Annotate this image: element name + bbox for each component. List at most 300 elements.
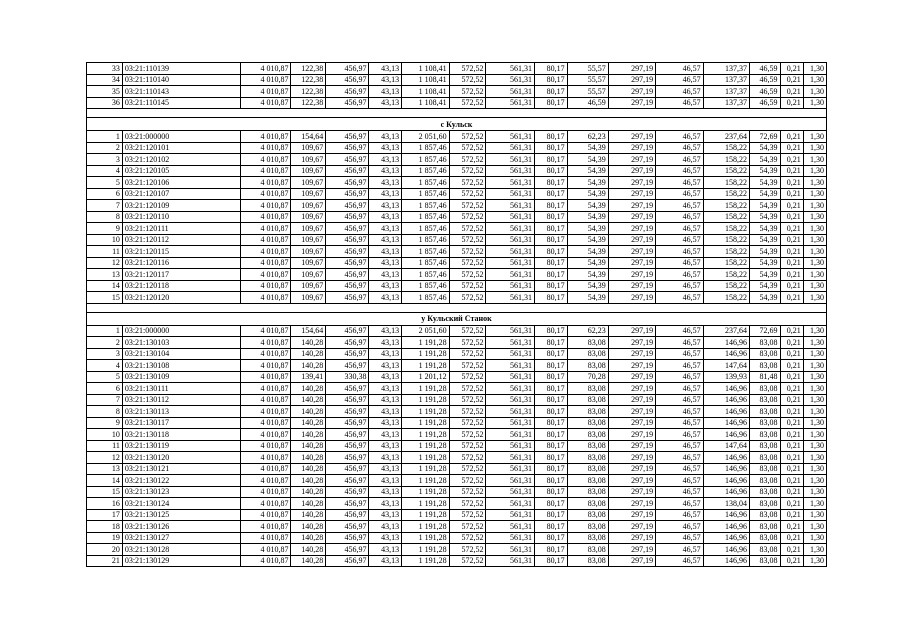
row-number-cell: 13: [87, 269, 123, 281]
value-cell: 80,17: [534, 383, 567, 395]
value-cell: 572,52: [449, 97, 486, 109]
value-cell: 1 108,41: [402, 86, 449, 98]
value-cell: 1 191,28: [402, 475, 449, 487]
value-cell: 561,31: [486, 154, 534, 166]
value-cell: 297,19: [608, 544, 655, 556]
table-row: [87, 86, 827, 98]
value-cell: 83,08: [567, 532, 608, 544]
value-cell: 83,08: [567, 360, 608, 372]
cadastral-number-cell: 03:21:120111: [122, 223, 240, 235]
value-cell: 4 010,87: [240, 131, 291, 143]
value-cell: 297,19: [608, 337, 655, 349]
value-cell: 1,30: [803, 280, 826, 292]
value-cell: 146,96: [703, 394, 749, 406]
value-cell: 297,19: [608, 234, 655, 246]
value-cell: 80,17: [534, 348, 567, 360]
row-number-cell: 17: [87, 509, 123, 521]
value-cell: 572,52: [449, 188, 486, 200]
value-cell: 80,17: [534, 463, 567, 475]
value-cell: 4 010,87: [240, 371, 291, 383]
value-cell: 140,28: [291, 417, 326, 429]
value-cell: 4 010,87: [240, 63, 291, 75]
value-cell: 0,21: [780, 440, 803, 452]
value-cell: 1 191,28: [402, 406, 449, 418]
value-cell: 297,19: [608, 177, 655, 189]
value-cell: 1,30: [803, 142, 826, 154]
value-cell: 46,57: [656, 521, 703, 533]
value-cell: 561,31: [486, 165, 534, 177]
table-row: [87, 74, 827, 86]
value-cell: 456,97: [326, 131, 369, 143]
value-cell: 83,08: [567, 429, 608, 441]
value-cell: 46,57: [656, 211, 703, 223]
value-cell: 561,31: [486, 440, 534, 452]
value-cell: 456,97: [326, 86, 369, 98]
value-cell: 80,17: [534, 165, 567, 177]
table-row: [87, 509, 827, 521]
value-cell: 83,08: [749, 521, 780, 533]
cadastral-number-cell: 03:21:130108: [122, 360, 240, 372]
value-cell: 46,57: [656, 257, 703, 269]
row-number-cell: 14: [87, 280, 123, 292]
row-number-cell: 12: [87, 452, 123, 464]
value-cell: 4 010,87: [240, 154, 291, 166]
value-cell: 297,19: [608, 509, 655, 521]
value-cell: 46,57: [656, 142, 703, 154]
value-cell: 456,97: [326, 234, 369, 246]
value-cell: 4 010,87: [240, 348, 291, 360]
value-cell: 80,17: [534, 544, 567, 556]
value-cell: 146,96: [703, 383, 749, 395]
value-cell: 456,97: [326, 429, 369, 441]
value-cell: 572,52: [449, 154, 486, 166]
value-cell: 0,21: [780, 486, 803, 498]
value-cell: 1 857,46: [402, 234, 449, 246]
table-row: [87, 280, 827, 292]
value-cell: 4 010,87: [240, 177, 291, 189]
table-row: [87, 463, 827, 475]
value-cell: 0,21: [780, 417, 803, 429]
value-cell: 4 010,87: [240, 337, 291, 349]
value-cell: 158,22: [703, 165, 749, 177]
value-cell: 297,19: [608, 223, 655, 235]
value-cell: 146,96: [703, 429, 749, 441]
value-cell: 297,19: [608, 463, 655, 475]
value-cell: 1 191,28: [402, 486, 449, 498]
value-cell: 46,59: [749, 86, 780, 98]
value-cell: 0,21: [780, 521, 803, 533]
value-cell: 154,64: [291, 325, 326, 337]
value-cell: 1 191,28: [402, 383, 449, 395]
table-row: [87, 177, 827, 189]
value-cell: 0,21: [780, 475, 803, 487]
value-cell: 4 010,87: [240, 142, 291, 154]
value-cell: 46,57: [656, 383, 703, 395]
value-cell: 54,39: [749, 257, 780, 269]
value-cell: 46,57: [656, 200, 703, 212]
value-cell: 1,30: [803, 200, 826, 212]
cadastral-number-cell: 03:21:130126: [122, 521, 240, 533]
value-cell: 46,57: [656, 394, 703, 406]
value-cell: 109,67: [291, 188, 326, 200]
value-cell: 572,52: [449, 429, 486, 441]
value-cell: 1 857,46: [402, 188, 449, 200]
value-cell: 1 191,28: [402, 521, 449, 533]
cadastral-number-cell: 03:21:120112: [122, 234, 240, 246]
value-cell: 456,97: [326, 257, 369, 269]
cadastral-number-cell: 03:21:130119: [122, 440, 240, 452]
value-cell: 1 191,28: [402, 417, 449, 429]
value-cell: 561,31: [486, 234, 534, 246]
value-cell: 456,97: [326, 269, 369, 281]
table-row: [87, 417, 827, 429]
value-cell: 83,08: [749, 429, 780, 441]
value-cell: 80,17: [534, 223, 567, 235]
value-cell: 0,21: [780, 177, 803, 189]
value-cell: 4 010,87: [240, 406, 291, 418]
row-number-cell: 11: [87, 246, 123, 258]
value-cell: 46,59: [749, 63, 780, 75]
value-cell: 1,30: [803, 555, 826, 567]
value-cell: 46,57: [656, 325, 703, 337]
value-cell: 297,19: [608, 86, 655, 98]
value-cell: 80,17: [534, 257, 567, 269]
value-cell: 297,19: [608, 188, 655, 200]
cadastral-number-cell: 03:21:120118: [122, 280, 240, 292]
value-cell: 137,37: [703, 86, 749, 98]
value-cell: 0,21: [780, 211, 803, 223]
value-cell: 54,39: [567, 292, 608, 304]
value-cell: 1 857,46: [402, 154, 449, 166]
value-cell: 80,17: [534, 200, 567, 212]
value-cell: 456,97: [326, 532, 369, 544]
value-cell: 4 010,87: [240, 498, 291, 510]
value-cell: 54,39: [567, 234, 608, 246]
value-cell: 572,52: [449, 325, 486, 337]
value-cell: 561,31: [486, 280, 534, 292]
row-number-cell: 6: [87, 383, 123, 395]
value-cell: 80,17: [534, 211, 567, 223]
value-cell: 1,30: [803, 521, 826, 533]
value-cell: 83,08: [749, 348, 780, 360]
value-cell: 109,67: [291, 154, 326, 166]
value-cell: 140,28: [291, 383, 326, 395]
value-cell: 1 857,46: [402, 223, 449, 235]
row-number-cell: 36: [87, 97, 123, 109]
value-cell: 54,39: [749, 177, 780, 189]
value-cell: 43,13: [369, 429, 402, 441]
value-cell: 0,21: [780, 188, 803, 200]
value-cell: 297,19: [608, 211, 655, 223]
value-cell: 1,30: [803, 383, 826, 395]
value-cell: 54,39: [567, 280, 608, 292]
value-cell: 43,13: [369, 544, 402, 556]
value-cell: 0,21: [780, 165, 803, 177]
value-cell: 1,30: [803, 463, 826, 475]
value-cell: 456,97: [326, 463, 369, 475]
value-cell: 140,28: [291, 463, 326, 475]
value-cell: 46,57: [656, 86, 703, 98]
value-cell: 54,39: [749, 200, 780, 212]
value-cell: 54,39: [749, 154, 780, 166]
value-cell: 158,22: [703, 200, 749, 212]
row-number-cell: 35: [87, 86, 123, 98]
table-row: [87, 234, 827, 246]
row-number-cell: 19: [87, 532, 123, 544]
value-cell: 147,64: [703, 440, 749, 452]
value-cell: 46,59: [749, 97, 780, 109]
value-cell: 572,52: [449, 257, 486, 269]
value-cell: 43,13: [369, 97, 402, 109]
value-cell: 1 191,28: [402, 498, 449, 510]
value-cell: 158,22: [703, 142, 749, 154]
table-row: [87, 452, 827, 464]
row-number-cell: 5: [87, 177, 123, 189]
value-cell: 80,17: [534, 394, 567, 406]
table-row: [87, 498, 827, 510]
value-cell: 43,13: [369, 234, 402, 246]
value-cell: 1,30: [803, 406, 826, 418]
value-cell: 4 010,87: [240, 280, 291, 292]
value-cell: 456,97: [326, 521, 369, 533]
value-cell: 572,52: [449, 544, 486, 556]
value-cell: 456,97: [326, 154, 369, 166]
cadastral-number-cell: 03:21:120117: [122, 269, 240, 281]
value-cell: 83,08: [749, 337, 780, 349]
row-number-cell: 3: [87, 154, 123, 166]
value-cell: 46,57: [656, 371, 703, 383]
value-cell: 1,30: [803, 97, 826, 109]
table-row: [87, 97, 827, 109]
value-cell: 561,31: [486, 211, 534, 223]
value-cell: 146,96: [703, 337, 749, 349]
value-cell: 55,57: [567, 63, 608, 75]
cadastral-number-cell: 03:21:120101: [122, 142, 240, 154]
cadastral-number-cell: 03:21:120116: [122, 257, 240, 269]
table-row: [87, 532, 827, 544]
value-cell: 297,19: [608, 246, 655, 258]
value-cell: 46,57: [656, 337, 703, 349]
value-cell: 46,57: [656, 97, 703, 109]
value-cell: 80,17: [534, 154, 567, 166]
value-cell: 297,19: [608, 269, 655, 281]
row-number-cell: 1: [87, 325, 123, 337]
value-cell: 572,52: [449, 177, 486, 189]
value-cell: 4 010,87: [240, 417, 291, 429]
value-cell: 0,21: [780, 74, 803, 86]
value-cell: 1,30: [803, 154, 826, 166]
value-cell: 1 191,28: [402, 463, 449, 475]
value-cell: 83,08: [567, 406, 608, 418]
value-cell: 146,96: [703, 475, 749, 487]
value-cell: 561,31: [486, 371, 534, 383]
value-cell: 83,08: [567, 337, 608, 349]
value-cell: 46,57: [656, 406, 703, 418]
value-cell: 83,08: [749, 452, 780, 464]
row-number-cell: 3: [87, 348, 123, 360]
value-cell: 83,08: [567, 475, 608, 487]
value-cell: 1 857,46: [402, 246, 449, 258]
value-cell: 1,30: [803, 486, 826, 498]
value-cell: 4 010,87: [240, 246, 291, 258]
value-cell: 0,21: [780, 383, 803, 395]
value-cell: 80,17: [534, 440, 567, 452]
value-cell: 1,30: [803, 86, 826, 98]
row-number-cell: 10: [87, 429, 123, 441]
value-cell: 147,64: [703, 360, 749, 372]
value-cell: 456,97: [326, 292, 369, 304]
value-cell: 109,67: [291, 165, 326, 177]
value-cell: 46,57: [656, 509, 703, 521]
value-cell: 561,31: [486, 142, 534, 154]
value-cell: 1 191,28: [402, 544, 449, 556]
table-row: [87, 337, 827, 349]
value-cell: 46,57: [656, 452, 703, 464]
value-cell: 46,57: [656, 234, 703, 246]
value-cell: 140,28: [291, 394, 326, 406]
value-cell: 122,38: [291, 63, 326, 75]
row-number-cell: 15: [87, 486, 123, 498]
table-row: [87, 131, 827, 143]
value-cell: 146,96: [703, 509, 749, 521]
value-cell: 43,13: [369, 394, 402, 406]
value-cell: 72,69: [749, 131, 780, 143]
value-cell: 572,52: [449, 211, 486, 223]
value-cell: 572,52: [449, 440, 486, 452]
value-cell: 140,28: [291, 498, 326, 510]
value-cell: 456,97: [326, 337, 369, 349]
value-cell: 1 191,28: [402, 429, 449, 441]
cadastral-number-cell: 03:21:110140: [122, 74, 240, 86]
table-row: [87, 521, 827, 533]
value-cell: 43,13: [369, 360, 402, 372]
value-cell: 1 857,46: [402, 269, 449, 281]
value-cell: 43,13: [369, 292, 402, 304]
value-cell: 1,30: [803, 544, 826, 556]
value-cell: 80,17: [534, 486, 567, 498]
value-cell: 83,08: [567, 498, 608, 510]
value-cell: 297,19: [608, 417, 655, 429]
table-row: [87, 360, 827, 372]
value-cell: 561,31: [486, 486, 534, 498]
value-cell: 456,97: [326, 325, 369, 337]
value-cell: 456,97: [326, 544, 369, 556]
value-cell: 1 857,46: [402, 200, 449, 212]
value-cell: 80,17: [534, 452, 567, 464]
value-cell: 572,52: [449, 463, 486, 475]
value-cell: 1,30: [803, 257, 826, 269]
value-cell: 158,22: [703, 154, 749, 166]
value-cell: 83,08: [749, 440, 780, 452]
value-cell: 297,19: [608, 131, 655, 143]
value-cell: 4 010,87: [240, 234, 291, 246]
value-cell: 46,57: [656, 223, 703, 235]
value-cell: 80,17: [534, 280, 567, 292]
value-cell: 46,57: [656, 74, 703, 86]
row-number-cell: 10: [87, 234, 123, 246]
value-cell: 4 010,87: [240, 188, 291, 200]
value-cell: 137,37: [703, 63, 749, 75]
value-cell: 1,30: [803, 63, 826, 75]
cadastral-number-cell: 03:21:120109: [122, 200, 240, 212]
value-cell: 54,39: [749, 211, 780, 223]
value-cell: 4 010,87: [240, 521, 291, 533]
value-cell: 561,31: [486, 544, 534, 556]
value-cell: 456,97: [326, 498, 369, 510]
value-cell: 140,28: [291, 440, 326, 452]
cadastral-number-cell: 03:21:130121: [122, 463, 240, 475]
value-cell: 561,31: [486, 429, 534, 441]
value-cell: 80,17: [534, 131, 567, 143]
value-cell: 80,17: [534, 246, 567, 258]
value-cell: 1,30: [803, 498, 826, 510]
value-cell: 4 010,87: [240, 429, 291, 441]
value-cell: 158,22: [703, 211, 749, 223]
value-cell: 561,31: [486, 532, 534, 544]
value-cell: 456,97: [326, 383, 369, 395]
value-cell: 54,39: [749, 234, 780, 246]
value-cell: 70,28: [567, 371, 608, 383]
value-cell: 1,30: [803, 429, 826, 441]
value-cell: 83,08: [567, 383, 608, 395]
value-cell: 109,67: [291, 292, 326, 304]
value-cell: 54,39: [567, 142, 608, 154]
value-cell: 43,13: [369, 142, 402, 154]
value-cell: 80,17: [534, 63, 567, 75]
value-cell: 4 010,87: [240, 394, 291, 406]
value-cell: 109,67: [291, 257, 326, 269]
table-row: [87, 544, 827, 556]
value-cell: 1,30: [803, 74, 826, 86]
value-cell: 237,64: [703, 325, 749, 337]
value-cell: 2 051,60: [402, 131, 449, 143]
cadastral-number-cell: 03:21:130113: [122, 406, 240, 418]
value-cell: 0,21: [780, 509, 803, 521]
value-cell: 83,08: [749, 360, 780, 372]
value-cell: 140,28: [291, 475, 326, 487]
row-number-cell: 6: [87, 188, 123, 200]
value-cell: 1,30: [803, 394, 826, 406]
value-cell: 43,13: [369, 269, 402, 281]
cadastral-number-cell: 03:21:130123: [122, 486, 240, 498]
value-cell: 46,57: [656, 555, 703, 567]
table-row: [87, 429, 827, 441]
value-cell: 80,17: [534, 97, 567, 109]
value-cell: 1 191,28: [402, 440, 449, 452]
value-cell: 140,28: [291, 360, 326, 372]
value-cell: 456,97: [326, 348, 369, 360]
value-cell: 140,28: [291, 452, 326, 464]
value-cell: 297,19: [608, 257, 655, 269]
value-cell: 4 010,87: [240, 86, 291, 98]
value-cell: 140,28: [291, 509, 326, 521]
value-cell: 297,19: [608, 440, 655, 452]
value-cell: 4 010,87: [240, 292, 291, 304]
table-row: [87, 154, 827, 166]
value-cell: 109,67: [291, 177, 326, 189]
value-cell: 43,13: [369, 440, 402, 452]
row-number-cell: 2: [87, 142, 123, 154]
value-cell: 561,31: [486, 246, 534, 258]
table-row: [87, 406, 827, 418]
value-cell: 46,57: [656, 154, 703, 166]
value-cell: 146,96: [703, 463, 749, 475]
value-cell: 83,08: [749, 475, 780, 487]
value-cell: 54,39: [749, 246, 780, 258]
value-cell: 46,57: [656, 177, 703, 189]
value-cell: 43,13: [369, 498, 402, 510]
table-row: [87, 142, 827, 154]
